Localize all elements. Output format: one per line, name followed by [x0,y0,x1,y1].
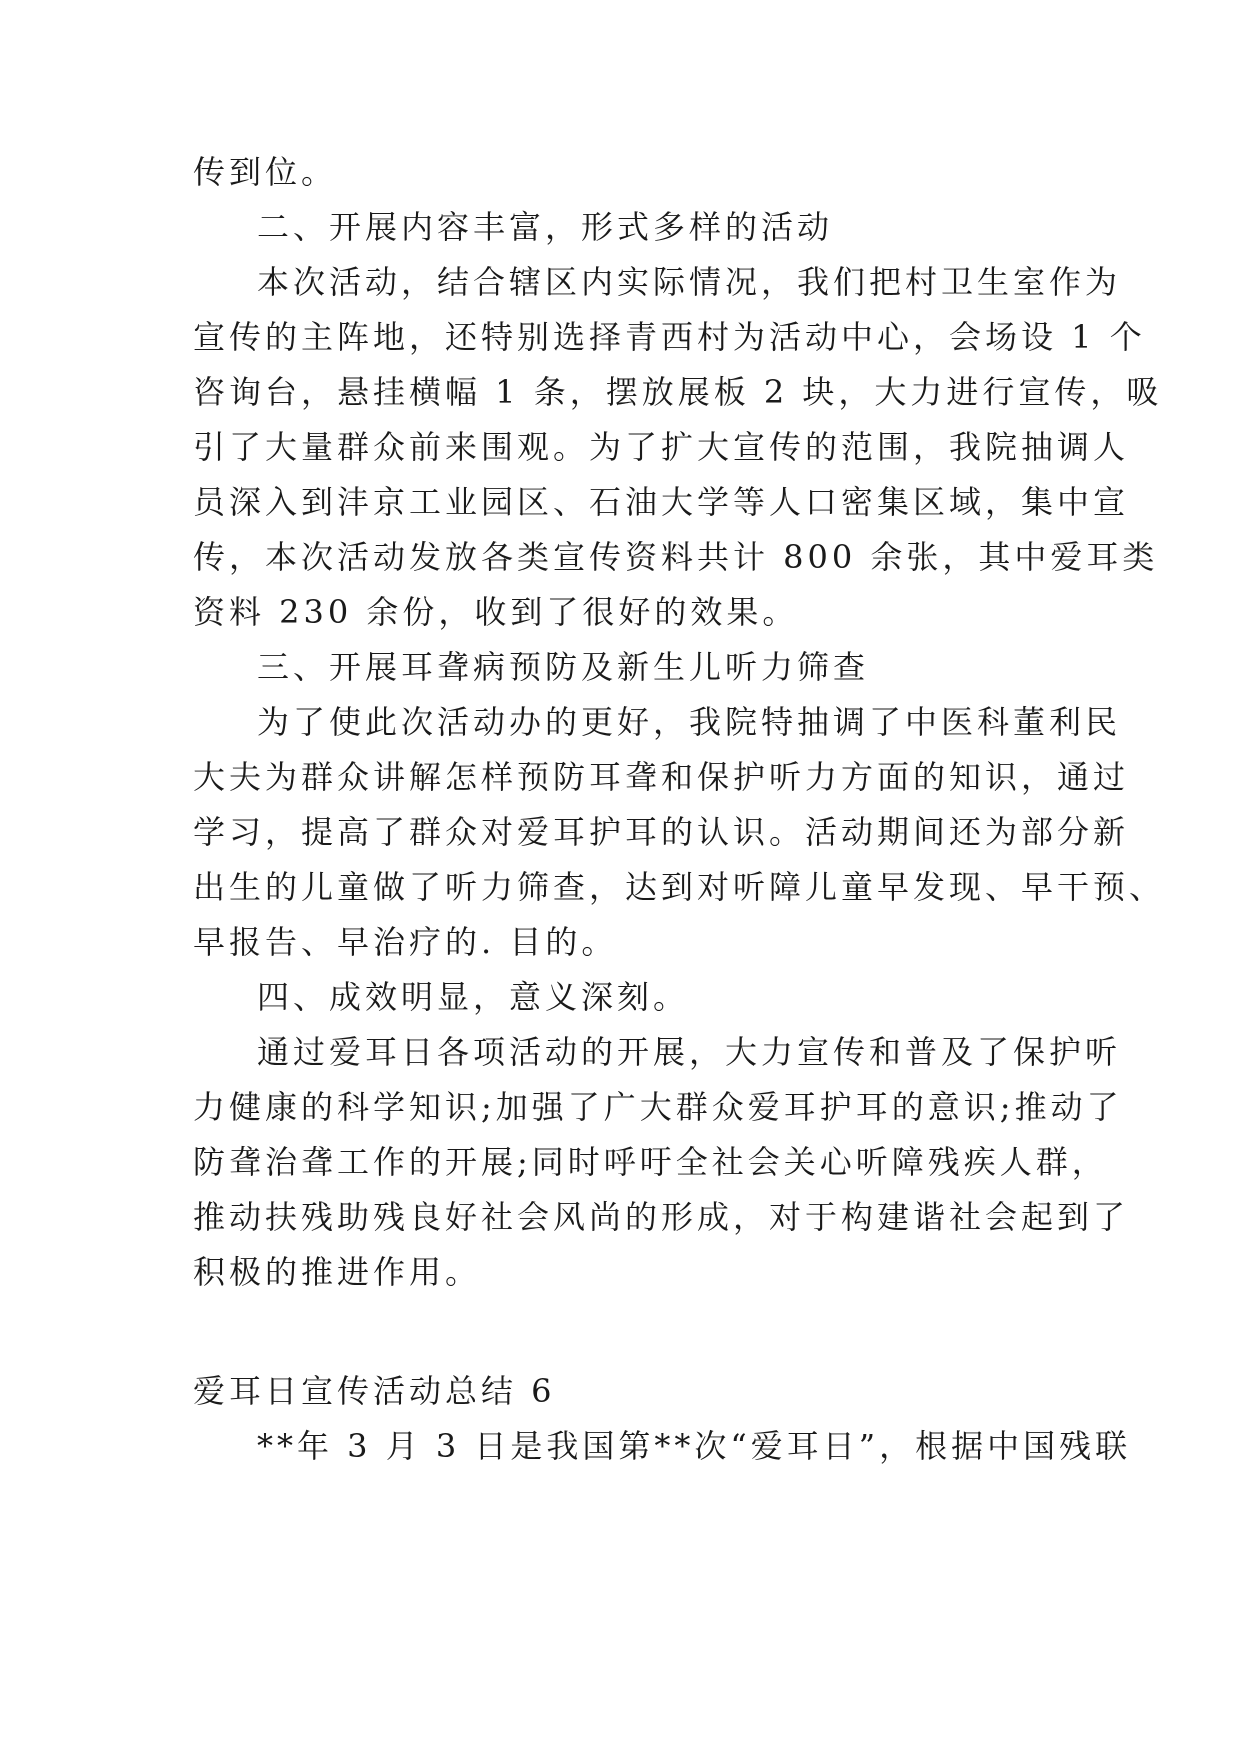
text-line: 为了使此次活动办的更好，我院特抽调了中医科董利民 [257,703,1122,741]
text-line: 学习，提高了群众对爱耳护耳的认识。活动期间还为部分新 [193,813,1130,851]
section-heading: 四、成效明显，意义深刻。 [257,978,690,1016]
text-line: 力健康的科学知识;加强了广大群众爱耳护耳的意识;推动了 [193,1088,1123,1126]
text-line: **年 3 月 3 日是我国第**次“爱耳日”，根据中国残联 [257,1427,1132,1465]
text-line: 资料 230 余份，收到了很好的效果。 [193,593,799,631]
text-line: 员深入到沣京工业园区、石油大学等人口密集区域，集中宣 [193,483,1130,521]
text-line: 防聋治聋工作的开展;同时呼吁全社会关心听障残疾人群， [193,1143,1108,1181]
text-line: 通过爱耳日各项活动的开展，大力宣传和普及了保护听 [257,1033,1122,1071]
section-heading: 二、开展内容丰富，形式多样的活动 [257,208,834,246]
document-page [193,145,1166,1474]
text-line: 引了大量群众前来围观。为了扩大宣传的范围，我院抽调人 [193,428,1130,466]
text-line: 早报告、早治疗的. 目的。 [193,923,618,961]
paragraph-gap [193,1300,1055,1364]
text-line: 出生的儿童做了听力筛查，达到对听障儿童早发现、早干预、 [193,868,1166,906]
section-title: 爱耳日宣传活动总结 6 [193,1372,556,1410]
section-heading: 三、开展耳聋病预防及新生儿听力筛查 [257,648,870,686]
text-line: 传，本次活动发放各类宣传资料共计 800 余张，其中爱耳类 [193,538,1159,576]
text-line: 传到位。 [193,153,338,191]
text-line: 推动扶残助残良好社会风尚的形成，对于构建谐社会起到了 [193,1198,1130,1236]
text-line: 本次活动，结合辖区内实际情况，我们把村卫生室作为 [257,263,1122,301]
text-line: 大夫为群众讲解怎样预防耳聋和保护听力方面的知识，通过 [193,758,1130,796]
text-line: 宣传的主阵地，还特别选择青西村为活动中心，会场设 1 个 [193,318,1146,356]
text-line: 咨询台，悬挂横幅 1 条，摆放展板 2 块，大力进行宣传，吸 [193,373,1163,411]
text-line: 积极的推进作用。 [193,1253,482,1291]
